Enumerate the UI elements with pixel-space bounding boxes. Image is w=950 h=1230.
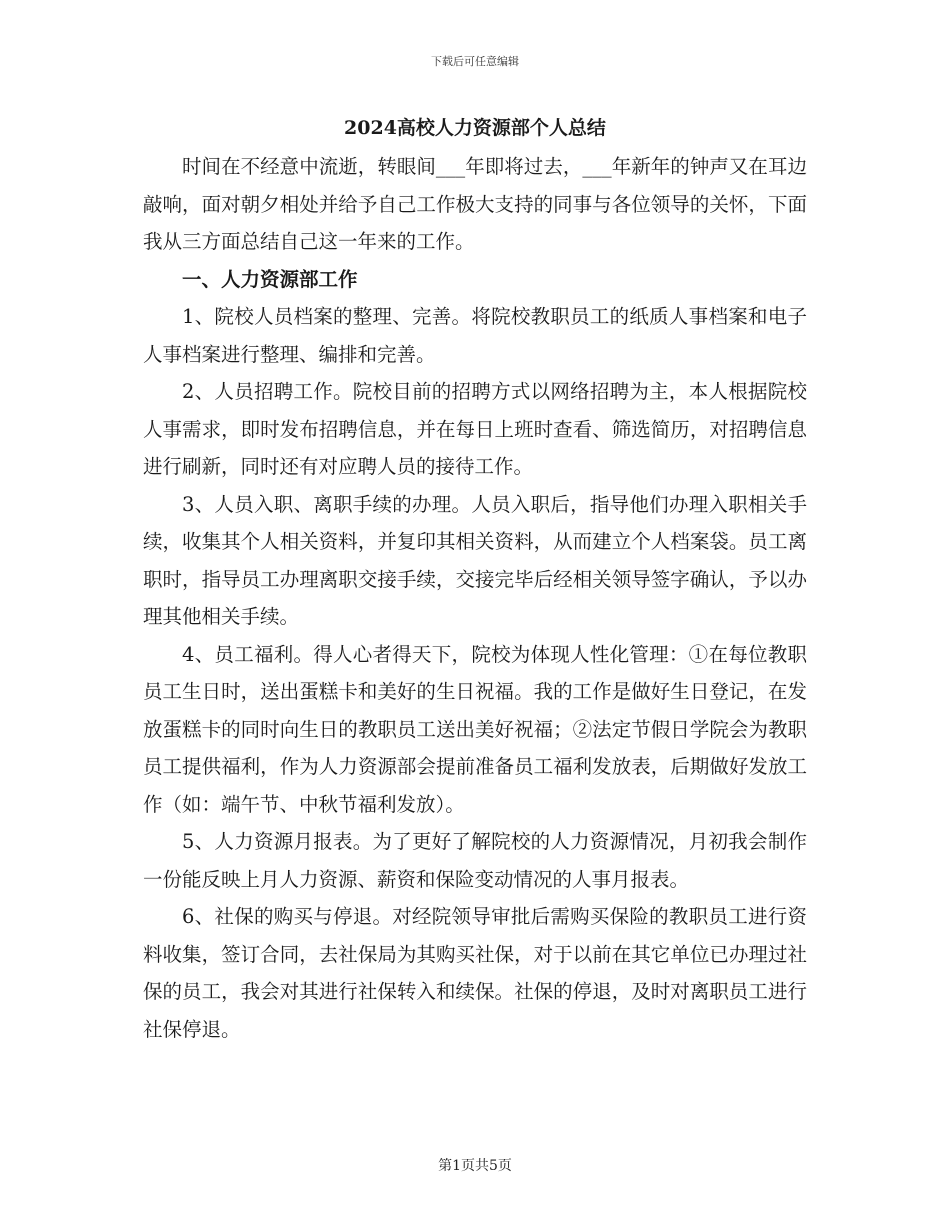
page-number-footer: 第1页共5页 xyxy=(438,1158,512,1174)
item-paragraph-1: 1、院校人员档案的整理、完善。将院校教职员工的纸质人事档案和电子人事档案进行整理、编排和完善。 xyxy=(143,305,807,366)
item-paragraph-3: 3、人员入职、离职手续的办理。人员入职后，指导他们办理入职相关手续，收集其个人相关资料，并复印其相关资料，从而建立个人档案袋。员工离职时，指导员工办理离职交接手续，交接完毕后经相关领导签字确认，予以办理其他相关手续。 xyxy=(143,492,807,628)
document-body xyxy=(143,112,807,1048)
document-title: 2024高校人力资源部个人总结 xyxy=(344,117,606,139)
intro-paragraph: 时间在不经意中流逝，转眼间___年即将过去，___年新年的钟声又在耳边敲响，面对朝夕相处并给予自己工作极大支持的同事与各位领导的关怀，下面我从三方面总结自己这一年来的工作。 xyxy=(143,155,807,253)
item-paragraph-5: 5、人力资源月报表。为了更好了解院校的人力资源情况，月初我会制作一份能反映上月人力资源、薪资和保险变动情况的人事月报表。 xyxy=(143,830,807,891)
header-note: 下载后可任意编辑 xyxy=(431,55,519,68)
section-heading-hr-work: 一、人力资源部工作 xyxy=(182,267,358,291)
item-paragraph-2: 2、人员招聘工作。院校目前的招聘方式以网络招聘为主，本人根据院校人事需求，即时发布招聘信息，并在每日上班时查看、筛选简历，对招聘信息进行刷新，同时还有对应聘人员的接待工作。 xyxy=(143,380,807,478)
item-paragraph-6: 6、社保的购买与停退。对经院领导审批后需购买保险的教职员工进行资料收集，签订合同，去社保局为其购买社保，对于以前在其它单位已办理过社保的员工，我会对其进行社保转入和续保。社保的停退，及时对离职员工进行社保停退。 xyxy=(143,905,807,1041)
item-paragraph-4: 4、员工福利。得人心者得天下，院校为体现人性化管理：①在每位教职员工生日时，送出蛋糕卡和美好的生日祝福。我的工作是做好生日登记，在发放蛋糕卡的同时向生日的教职员工送出美好祝福；②法定节假日学院会为教职员工提供福利，作为人力资源部会提前准备员工福利发放表，后期做好发放工作（如：端午节、中秋节福利发放）。 xyxy=(143,642,807,816)
